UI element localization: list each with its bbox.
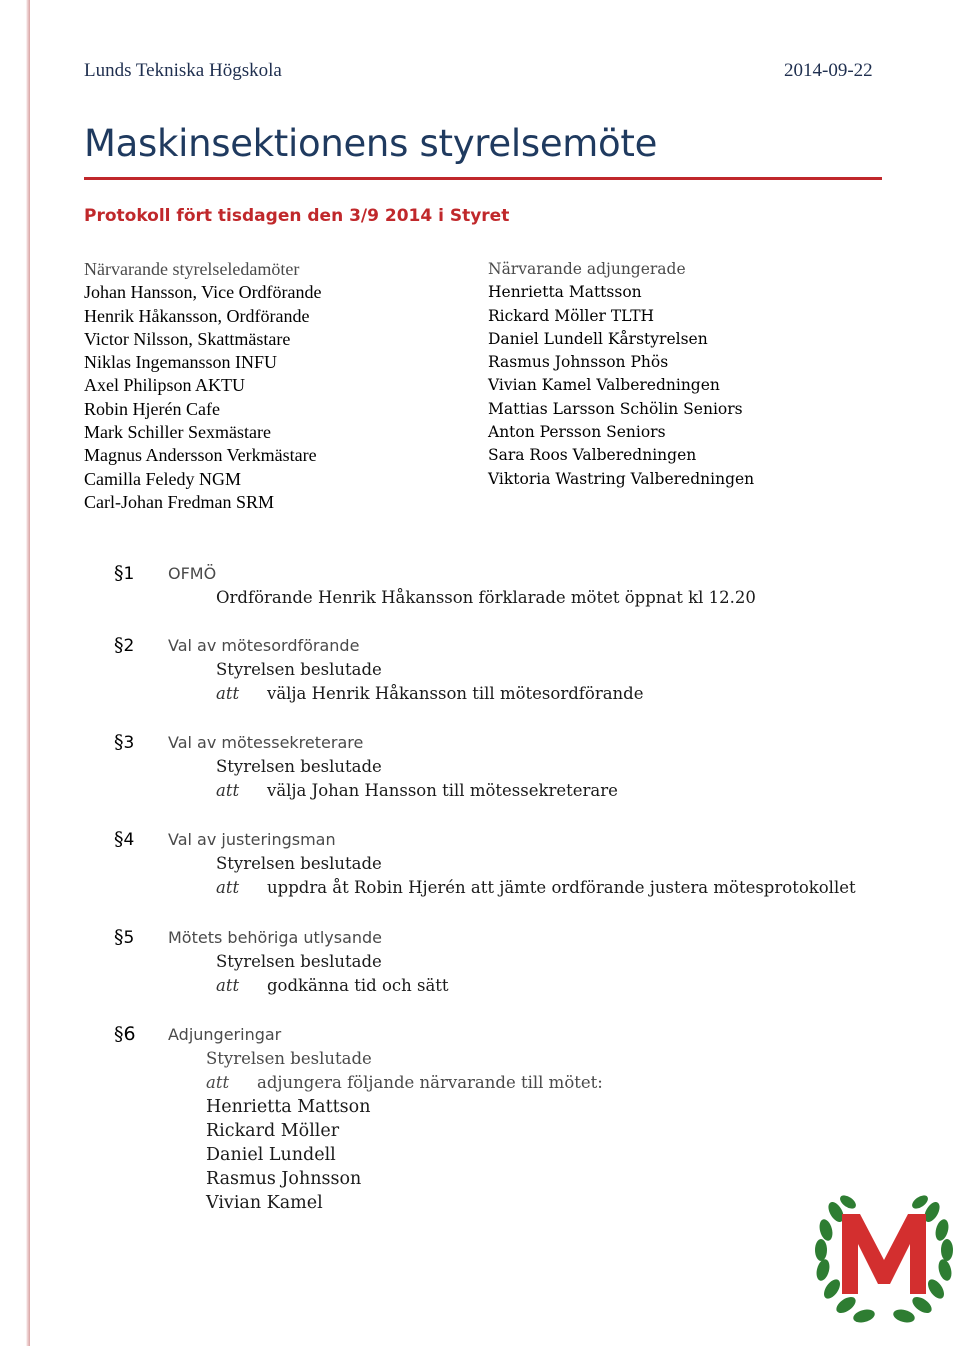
decision-text: välja Henrik Håkansson till mötesordförande [267, 684, 644, 703]
adjunct-name: Rasmus Johnsson [206, 1169, 362, 1189]
board-members-heading: Närvarande styrelseledamöter [84, 259, 300, 279]
decision-label: Styrelsen beslutade [206, 1049, 372, 1068]
header-date: 2014-09-22 [784, 60, 873, 81]
section-number: §5 [114, 926, 135, 948]
att-label: att [216, 976, 240, 995]
adjunct-name: Rickard Möller [206, 1121, 340, 1141]
adjunct-members-list [488, 258, 754, 491]
section-number: §1 [114, 562, 135, 584]
board-member: Henrik Håkansson, Ordförande [84, 305, 310, 326]
section-title: Val av mötesordförande [168, 636, 360, 655]
decision-text: välja Johan Hansson till mötessekreterare [267, 781, 618, 800]
adjunct-member: Rickard Möller TLTH [488, 306, 655, 325]
adjunct-member: Vivian Kamel Valberedningen [488, 376, 720, 395]
att-label: att [206, 1073, 230, 1092]
decision-label: Styrelsen beslutade [216, 952, 382, 971]
adjunct-member: Sara Roos Valberedningen [488, 446, 697, 465]
title-divider [84, 177, 882, 180]
adjunct-name: Vivian Kamel [206, 1193, 323, 1213]
att-label: att [216, 878, 240, 897]
board-member: Magnus Andersson Verkmästare [84, 445, 317, 466]
section-title: OFMÖ [168, 564, 217, 583]
decision-label: Styrelsen beslutade [216, 660, 382, 679]
section-number: §3 [114, 731, 135, 753]
decision-text: adjungera följande närvarande till mötet: [257, 1073, 603, 1092]
board-member: Mark Schiller Sexmästare [84, 422, 271, 443]
section-text: Ordförande Henrik Håkansson förklarade mötet öppnat kl 12.20 [216, 588, 756, 607]
page-title: Maskinsektionens styrelsemöte [84, 122, 658, 165]
board-members-list [84, 258, 322, 514]
left-margin-bar [0, 0, 30, 1346]
board-member: Robin Hjerén Cafe [84, 398, 220, 419]
decision-text: godkänna tid och sätt [267, 976, 449, 995]
section-number: §4 [114, 828, 135, 850]
protocol-subtitle: Protokoll fört tisdagen den 3/9 2014 i Styret [84, 206, 510, 226]
section-title: Val av mötessekreterare [168, 733, 364, 752]
att-label: att [216, 684, 240, 703]
adjunct-member: Anton Persson Seniors [488, 423, 666, 442]
adjunct-member: Viktoria Wastring Valberedningen [488, 469, 755, 488]
section-logo-icon [806, 1172, 960, 1332]
adjunct-member: Mattias Larsson Schölin Seniors [488, 399, 743, 418]
adjunct-member: Daniel Lundell Kårstyrelsen [488, 329, 708, 348]
adjunct-name: Henrietta Mattson [206, 1097, 371, 1117]
decision-label: Styrelsen beslutade [216, 854, 382, 873]
section-number: §6 [114, 1023, 136, 1045]
section-title: Adjungeringar [168, 1025, 282, 1044]
board-member: Carl-Johan Fredman SRM [84, 491, 274, 512]
board-member: Victor Nilsson, Skattmästare [84, 328, 291, 349]
board-member: Axel Philipson AKTU [84, 375, 246, 396]
adjunct-member: Henrietta Mattsson [488, 283, 642, 302]
board-member: Camilla Feledy NGM [84, 468, 241, 489]
section-title: Mötets behöriga utlysande [168, 928, 383, 947]
section-title: Val av justeringsman [168, 830, 336, 849]
adjunct-member: Rasmus Johnsson Phös [488, 353, 669, 372]
decision-text: uppdra åt Robin Hjerén att jämte ordförande justera mötesprotokollet [267, 878, 856, 897]
att-label: att [216, 781, 240, 800]
header-org: Lunds Tekniska Högskola [84, 60, 282, 81]
adjunct-members-heading: Närvarande adjungerade [488, 260, 686, 278]
board-member: Niklas Ingemansson INFU [84, 352, 277, 373]
decision-label: Styrelsen beslutade [216, 757, 382, 776]
section-number: §2 [114, 634, 135, 656]
adjunct-name: Daniel Lundell [206, 1145, 336, 1165]
board-member: Johan Hansson, Vice Ordförande [84, 282, 322, 303]
